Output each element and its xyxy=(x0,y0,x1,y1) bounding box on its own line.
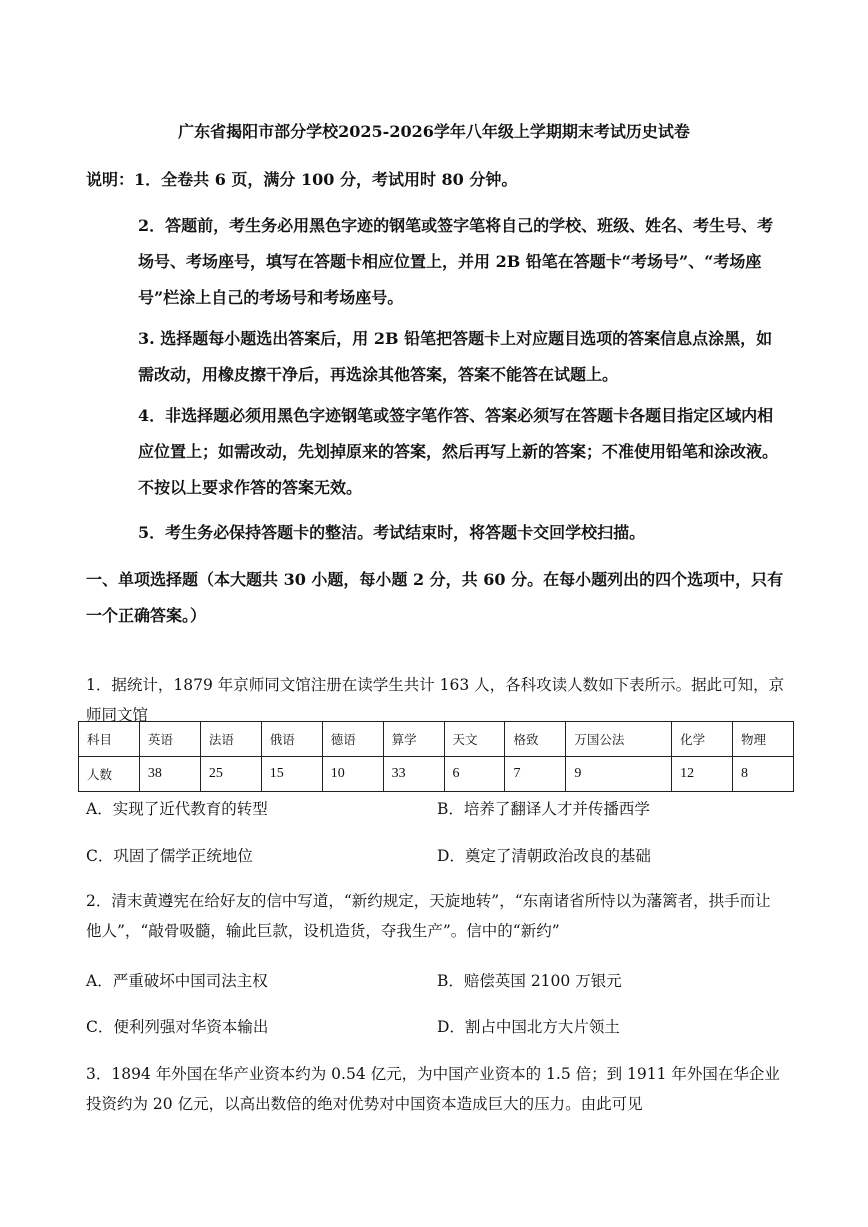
question-3-stem: 3．1894 年外国在华产业资本约为 0.54 亿元，为中国产业资本的 1.5 倍；到 1911 年外国在华企业投资约为 20 亿元，以高出数倍的绝对优势对中国资本造成巨大的压力。由此可见 xyxy=(86,1065,780,1113)
table-cell: 7 xyxy=(505,757,566,792)
question-1-option-c: C．巩固了儒学正统地位 xyxy=(86,847,253,865)
table-cell: 33 xyxy=(383,757,444,792)
table-cell: 天文 xyxy=(444,722,505,757)
table-cell: 25 xyxy=(200,757,261,792)
table-cell: 化学 xyxy=(672,722,733,757)
question-2-option-c: C．便利列强对华资本输出 xyxy=(86,1018,269,1036)
table-cell: 8 xyxy=(733,757,794,792)
table-cell: 物理 xyxy=(733,722,794,757)
table-cell: 科目 xyxy=(79,722,140,757)
instruction-item-4: 4．非选择题必须用黑色字迹钢笔或签字笔作答、答案必须写在答题卡各题目指定区域内相应位置上；如需改动，先划掉原来的答案，然后再写上新的答案；不准使用铅笔和涂改液。不按以上要求作答的答案无效。 xyxy=(138,406,779,497)
page-title: 广东省揭阳市部分学校2025-2026学年八年级上学期期末考试历史试卷 xyxy=(178,122,690,141)
table-cell: 万国公法 xyxy=(566,722,672,757)
table-cell: 德语 xyxy=(322,722,383,757)
question-1-option-a: A．实现了近代教育的转型 xyxy=(86,800,268,818)
table-cell: 法语 xyxy=(200,722,261,757)
table-cell: 格致 xyxy=(505,722,566,757)
table-cell: 人数 xyxy=(79,757,140,792)
table-cell: 38 xyxy=(139,757,200,792)
instruction-item-2 xyxy=(138,208,786,316)
table-cell: 6 xyxy=(444,757,505,792)
question-1-option-b: B．培养了翻译人才并传播西学 xyxy=(437,800,650,818)
subject-enrollment-table xyxy=(78,721,794,792)
table-header-row xyxy=(79,722,794,757)
question-2-option-b: B．赔偿英国 2100 万银元 xyxy=(437,972,622,990)
question-1-stem: 1．据统计，1879 年京师同文馆注册在读学生共计 163 人，各科攻读人数如下表所示。据此可知，京师同文馆 xyxy=(86,676,785,724)
instruction-lead: 说明：1．全卷共 6 页，满分 100 分，考试用时 80 分钟。 xyxy=(86,170,518,189)
instruction-item-3: 3. 选择题每小题选出答案后，用 2B 铅笔把答题卡上对应题目选项的答案信息点涂黑，如需改动，用橡皮擦干净后，再选涂其他答案，答案不能答在试题上。 xyxy=(138,329,773,384)
instruction-item-2-text: 2．答题前，考生务必用黑色字迹的钢笔或签字笔将自己的学校、班级、姓名、考生号、考场号、考场座号，填写在答题卡相应位置上，并用 2B 铅笔在答题卡“考场号”、“考场座号”栏涂上自己的考场号和考场座号。 xyxy=(138,216,774,307)
table-cell: 12 xyxy=(672,757,733,792)
table-cell: 9 xyxy=(566,757,672,792)
table-cell: 英语 xyxy=(139,722,200,757)
table-cell: 算学 xyxy=(383,722,444,757)
instruction-item-5: 5．考生务必保持答题卡的整洁。考试结束时，将答题卡交回学校扫描。 xyxy=(138,523,646,542)
table-row xyxy=(79,757,794,792)
table-cell: 10 xyxy=(322,757,383,792)
section-1-heading: 一、单项选择题（本大题共 30 小题，每小题 2 分，共 60 分。在每小题列出的四个选项中，只有一个正确答案。） xyxy=(86,570,784,625)
table-cell: 俄语 xyxy=(261,722,322,757)
question-2-option-d: D．割占中国北方大片领土 xyxy=(437,1018,620,1036)
question-2-option-a: A．严重破坏中国司法主权 xyxy=(86,972,268,990)
question-1-option-d: D．奠定了清朝政治改良的基础 xyxy=(437,847,651,865)
table-cell: 15 xyxy=(261,757,322,792)
question-2-stem: 2．清末黄遵宪在给好友的信中写道，“新约规定，天旋地转”，“东南诸省所恃以为藩篱者，拱手而让他人”，“敲骨吸髓，输此巨款，设机造货，夺我生产”。信中的“新约” xyxy=(86,892,771,940)
